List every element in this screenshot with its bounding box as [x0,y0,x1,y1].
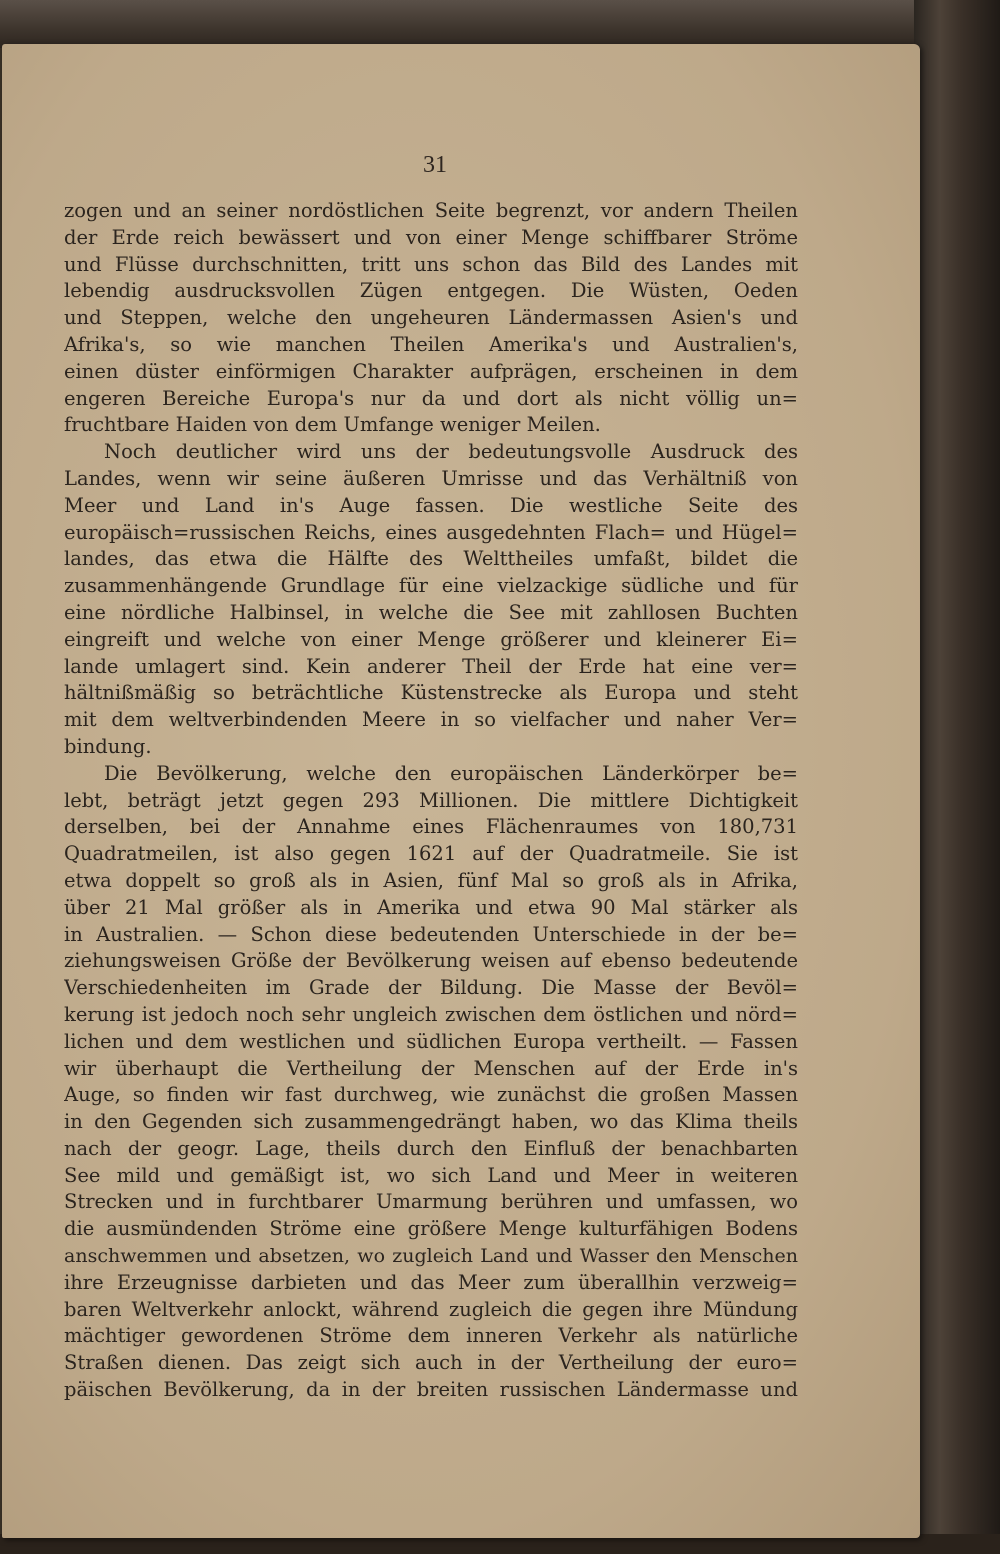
text-line: lebendig ausdrucksvollen Zügen entgegen. Die Wüsten, Oeden [64,279,798,303]
text-line: etwa doppelt so groß als in Asien, fünf Mal so groß als in Afrika, [64,868,798,892]
text-line: eingreift und welche von einer Menge größerer und kleinerer Ei= [64,627,798,651]
text-line: Meer und Land in's Auge fassen. Die westliche Seite des [64,493,798,517]
text-line: in den Gegenden sich zusammengedrängt haben, wo das Klima theils [64,1110,798,1134]
text-line: und Steppen, welche den ungeheuren Ländermassen Asien's und [64,306,798,330]
text-line: engeren Bereiche Europa's nur da und dort als nicht völlig un= [64,386,798,410]
text-line: die ausmündenden Ströme eine größere Menge kulturfähigen Bodens [64,1217,798,1241]
page-number: 31 [423,152,447,178]
text-line: Landes, wenn wir seine äußeren Umrisse und das Verhältniß von [64,466,798,490]
text-line: päischen Bevölkerung, da in der breiten russischen Ländermasse und [64,1378,798,1402]
text-line: lichen und dem westlichen und südlichen Europa vertheilt. — Fassen [64,1029,798,1053]
text-line: lande umlagert sind. Kein anderer Theil der Erde hat eine ver= [64,654,798,678]
text-line: kerung ist jedoch noch sehr ungleich zwischen dem östlichen und nörd= [64,1002,798,1026]
text-line: und Flüsse durchschnitten, tritt uns schon das Bild des Landes mit [64,252,798,276]
text-line: Auge, so finden wir fast durchweg, wie zunächst die großen Massen [64,1083,798,1107]
text-line: mit dem weltverbindenden Meere in so vielfacher und naher Ver= [64,708,798,732]
text-line: in Australien. — Schon diese bedeutenden Unterschiede in der be= [64,922,798,946]
text-line: ihre Erzeugnisse darbieten und das Meer zum überallhin verzweig= [64,1270,798,1294]
text-line: Noch deutlicher wird uns der bedeutungsvolle Ausdruck des [104,440,798,464]
text-line: bindung. [64,734,152,758]
text-line: See mild und gemäßigt ist, wo sich Land und Meer in weiteren [64,1163,798,1187]
text-line: mächtiger gewordenen Ströme dem inneren Verkehr als natürliche [64,1324,798,1348]
text-line: Afrika's, so wie manchen Theilen Amerika's und Australien's, [64,332,798,356]
text-line: Straßen dienen. Das zeigt sich auch in der Vertheilung der euro= [64,1351,798,1375]
text-line: Die Bevölkerung, welche den europäischen Länderkörper be= [104,761,798,785]
text-line: lebt, beträgt jetzt gegen 293 Millionen. Die mittlere Dichtigkeit [64,788,798,812]
text-line: baren Weltverkehr anlockt, während zugleich die gegen ihre Mündung [64,1297,798,1321]
body-text [64,198,798,1404]
text-line: zogen und an seiner nordöstlichen Seite begrenzt, vor andern Theilen [64,199,798,222]
text-line: eine nördliche Halbinsel, in welche die See mit zahllosen Buchten [64,600,798,624]
text-line: einen düster einförmigen Charakter aufprägen, erscheinen in dem [64,359,798,383]
text-line: der Erde reich bewässert und von einer Menge schiffbarer Ströme [64,225,798,249]
text-line: nach der geogr. Lage, theils durch den Einfluß der benachbarten [64,1136,798,1160]
text-line: wir überhaupt die Vertheilung der Menschen auf der Erde in's [64,1056,798,1080]
book-cover-right-edge [914,0,1000,1554]
text-line: zusammenhängende Grundlage für eine vielzackige südliche und für [64,574,798,598]
text-line: landes, das etwa die Hälfte des Welttheiles umfaßt, bildet die [64,547,798,571]
text-line: fruchtbare Haiden von dem Umfange weniger Meilen. [64,413,601,437]
text-line: ziehungsweisen Größe der Bevölkerung weisen auf ebenso bedeutende [64,949,798,973]
text-line: Strecken und in furchtbarer Umarmung berühren und umfassen, wo [64,1190,798,1214]
text-line: derselben, bei der Annahme eines Flächenraumes von 180,731 [64,815,798,839]
text-line: anschwemmen und absetzen, wo zugleich Land und Wasser den Menschen [64,1245,798,1268]
book-cover-top-edge [0,0,1000,48]
text-line: Verschiedenheiten im Grade der Bildung. Die Masse der Bevöl= [64,976,798,1000]
text-line: über 21 Mal größer als in Amerika und etwa 90 Mal stärker als [64,895,798,919]
text-line: Quadratmeilen, ist also gegen 1621 auf der Quadratmeile. Sie ist [64,842,798,866]
book-page [2,44,920,1538]
text-line: hältnißmäßig so beträchtliche Küstenstrecke als Europa und steht [64,681,798,705]
text-line: europäisch=russischen Reichs, eines ausgedehnten Flach= und Hügel= [64,520,798,544]
